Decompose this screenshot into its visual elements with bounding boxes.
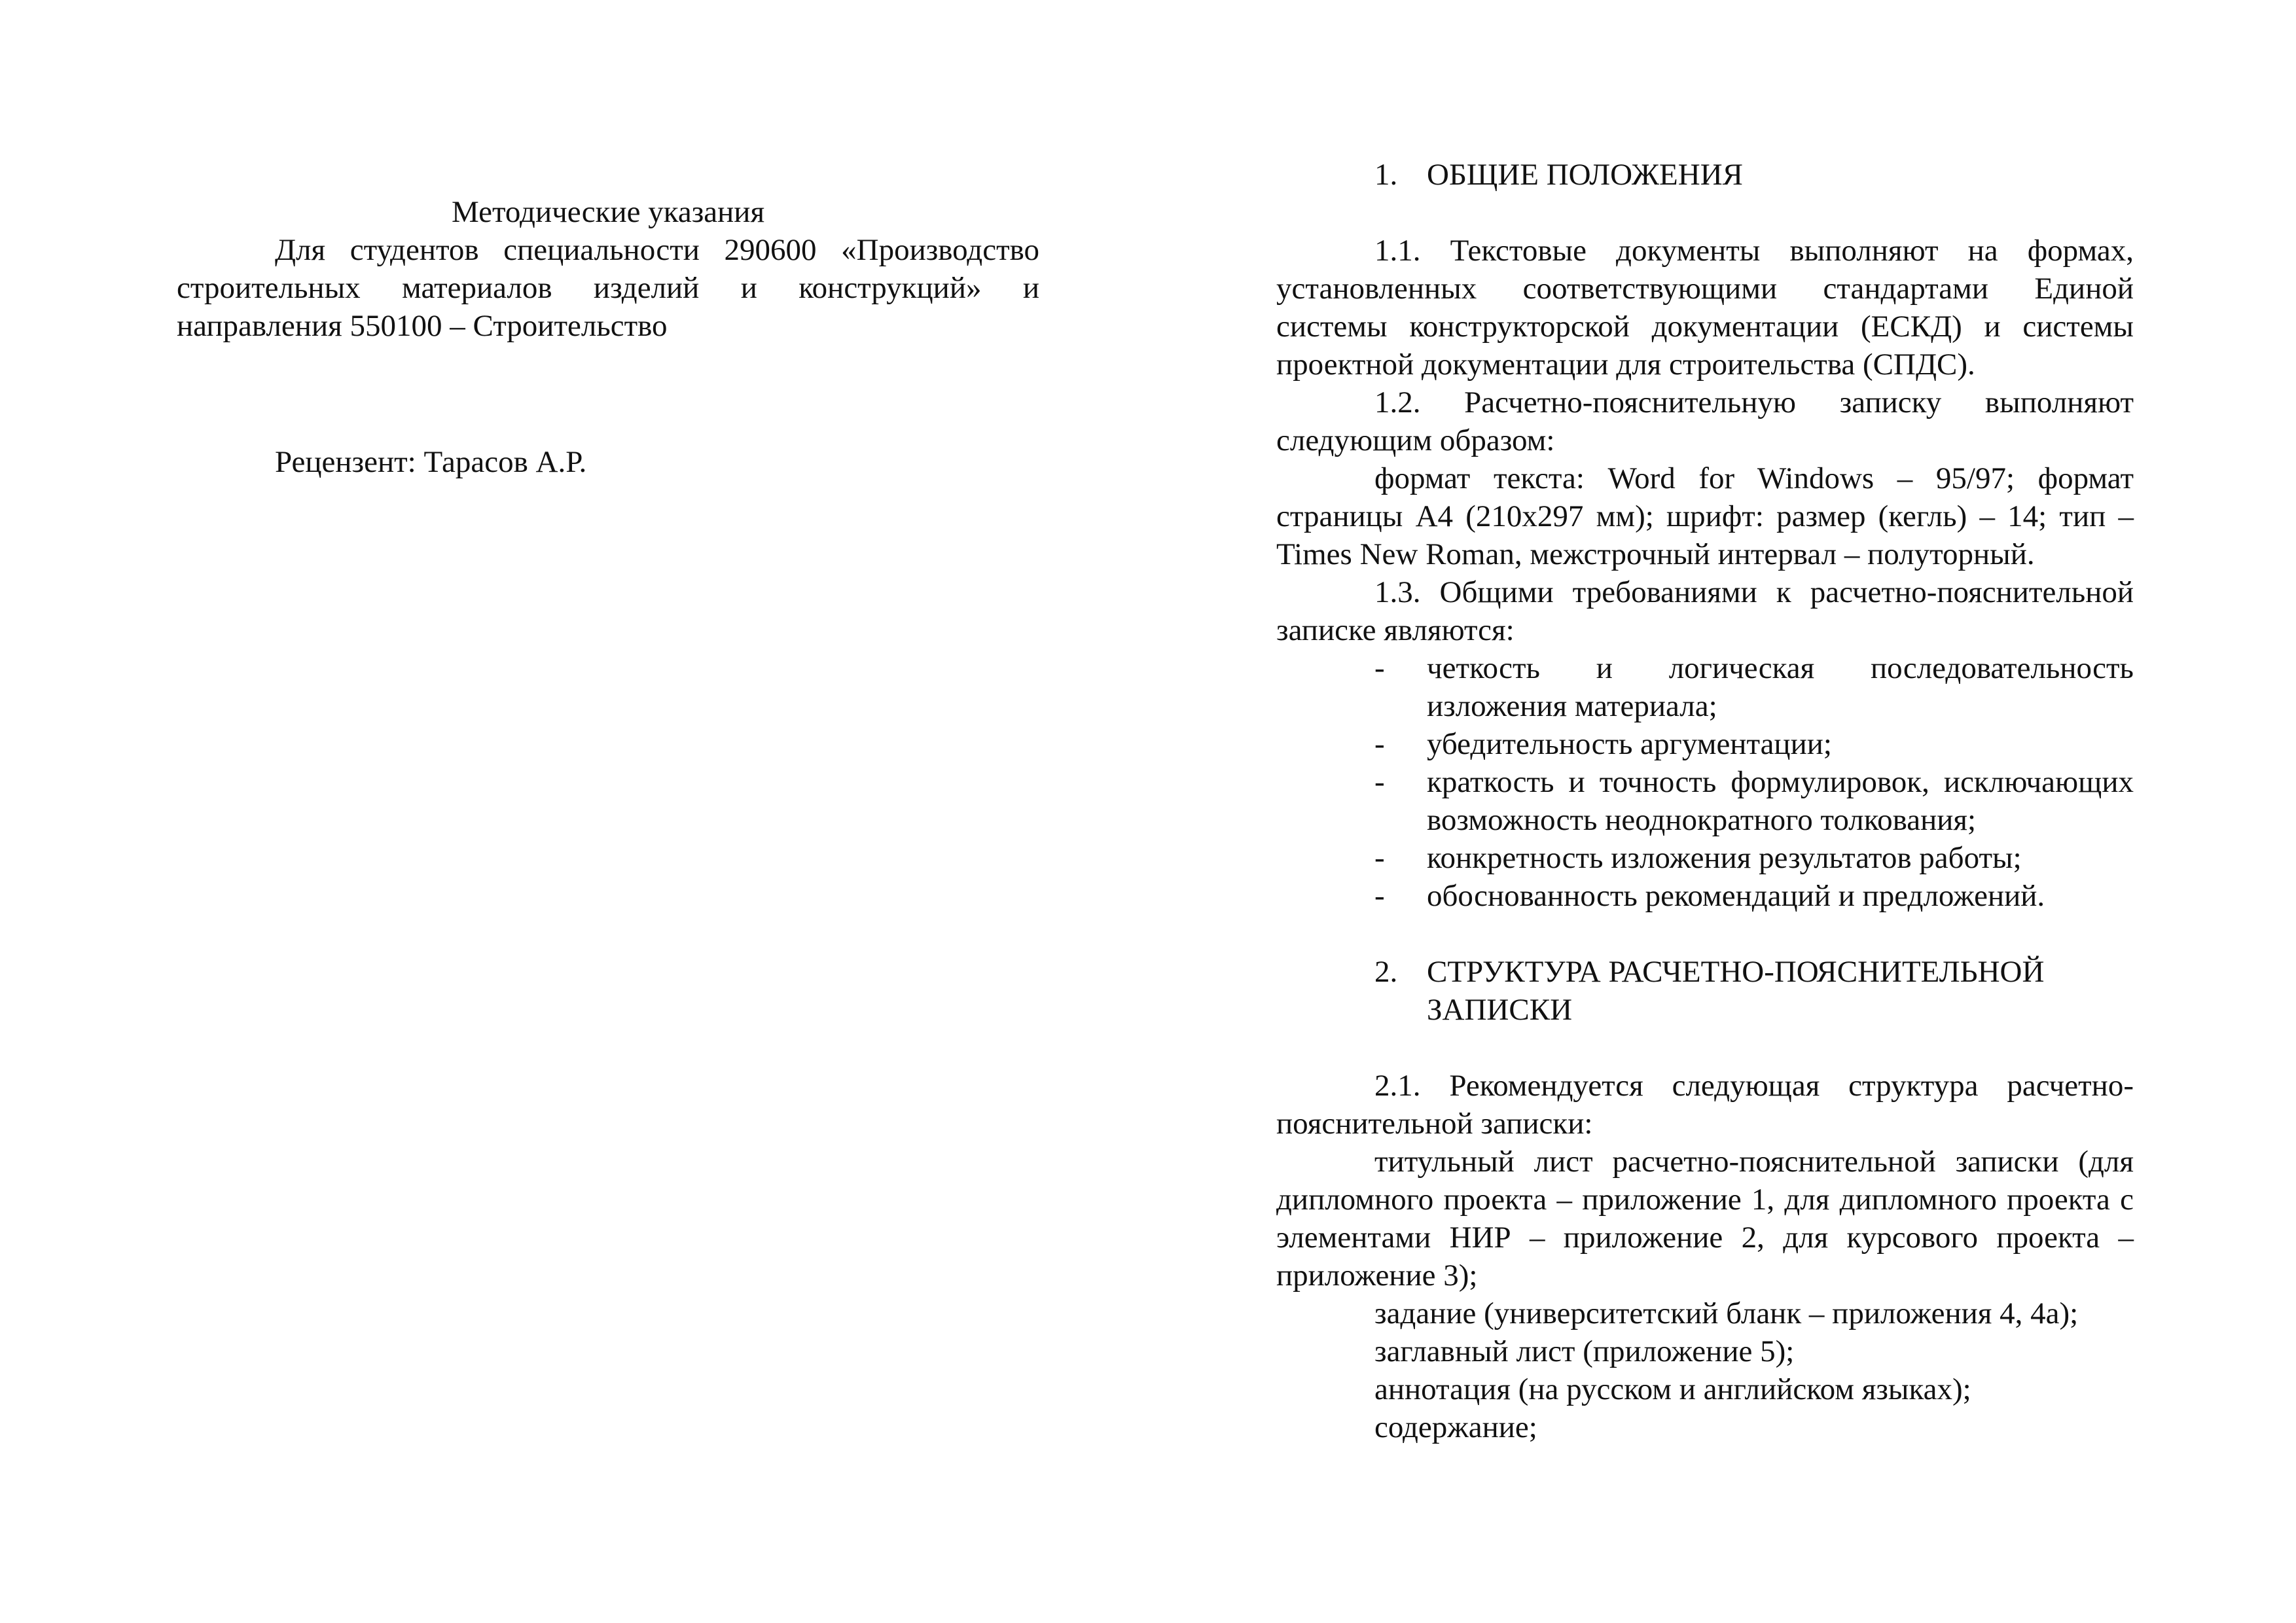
structure-item: аннотация (на русском и английском языках); [1374,1372,1971,1406]
section-2-number: 2. [1374,955,1398,989]
requirement-text: обоснованность рекомендаций и предложений. [1427,879,2045,913]
list-item [1276,649,2134,725]
list-item [1276,725,2134,763]
section-2-heading [1374,953,2134,1029]
document-title: Методические указания [451,195,765,229]
left-page [177,0,1039,1623]
left-page-text [177,193,1039,345]
section-1-heading [1374,156,2134,194]
right-page [1276,0,2134,1623]
section-2-body [1276,1067,2134,1446]
requirement-text: четкость и логическая последовательность изложения материала; [1427,651,2134,723]
paragraph-1-2: 1.2. Расчетно-пояснительную записку выполняют следующим образом: [1276,385,2134,457]
intro-paragraph: Для студентов специальности 290600 «Производство строительных материалов изделий и конструкций» и направления 550100 – Строительство [177,233,1039,343]
section-1-title: ОБЩИЕ ПОЛОЖЕНИЯ [1427,158,1743,192]
dash-bullet: - [1374,727,1385,761]
paragraph-1-2-format: формат текста: Word for Windows – 95/97; формат страницы А4 (210х297 мм); шрифт: размер (кегль) – 14; тип – Times New Roman, межстрочный интервал – полуторный. [1276,461,2134,571]
dash-bullet: - [1374,651,1385,685]
paragraph-1-3: 1.3. Общими требованиями к расчетно-пояснительной записке являются: [1276,575,2134,647]
list-item [1276,839,2134,877]
section-2-title: СТРУКТУРА РАСЧЕТНО-ПОЯСНИТЕЛЬНОЙ ЗАПИСКИ [1427,955,2045,1027]
list-item [1276,877,2134,915]
dash-bullet: - [1374,879,1385,913]
requirement-text: убедительность аргументации; [1427,727,1832,761]
section-1-body [1276,232,2134,915]
structure-item: содержание; [1374,1410,1537,1444]
requirement-text: конкретность изложения результатов работы; [1427,841,2022,875]
reviewer-block [177,443,1039,481]
list-item [1276,763,2134,839]
structure-item: заглавный лист (приложение 5); [1374,1334,1795,1368]
dash-bullet: - [1374,765,1385,799]
structure-item: титульный лист расчетно-пояснительной записки (для дипломного проекта – приложение 1, для дипломного проекта с элементами НИР – приложение 2, для курсового проекта – приложение 3); [1276,1145,2134,1293]
dash-bullet: - [1374,841,1385,875]
requirements-list [1276,649,2134,915]
paragraph-2-1: 2.1. Рекомендуется следующая структура расчетно-пояснительной записки: [1276,1069,2134,1141]
requirement-text: краткость и точность формулировок, исключающих возможность неоднократного толкования; [1427,765,2134,837]
paragraph-1-1: 1.1. Текстовые документы выполняют на формах, установленных соответствующими стандартами Единой системы конструкторской документации (ЕСКД) и системы проектной документации для строительства (СПДС). [1276,234,2134,382]
reviewer-line: Рецензент: Тарасов А.Р. [275,445,587,479]
structure-item: задание (университетский бланк – приложения 4, 4а); [1374,1296,2079,1330]
section-1-number: 1. [1374,158,1398,192]
